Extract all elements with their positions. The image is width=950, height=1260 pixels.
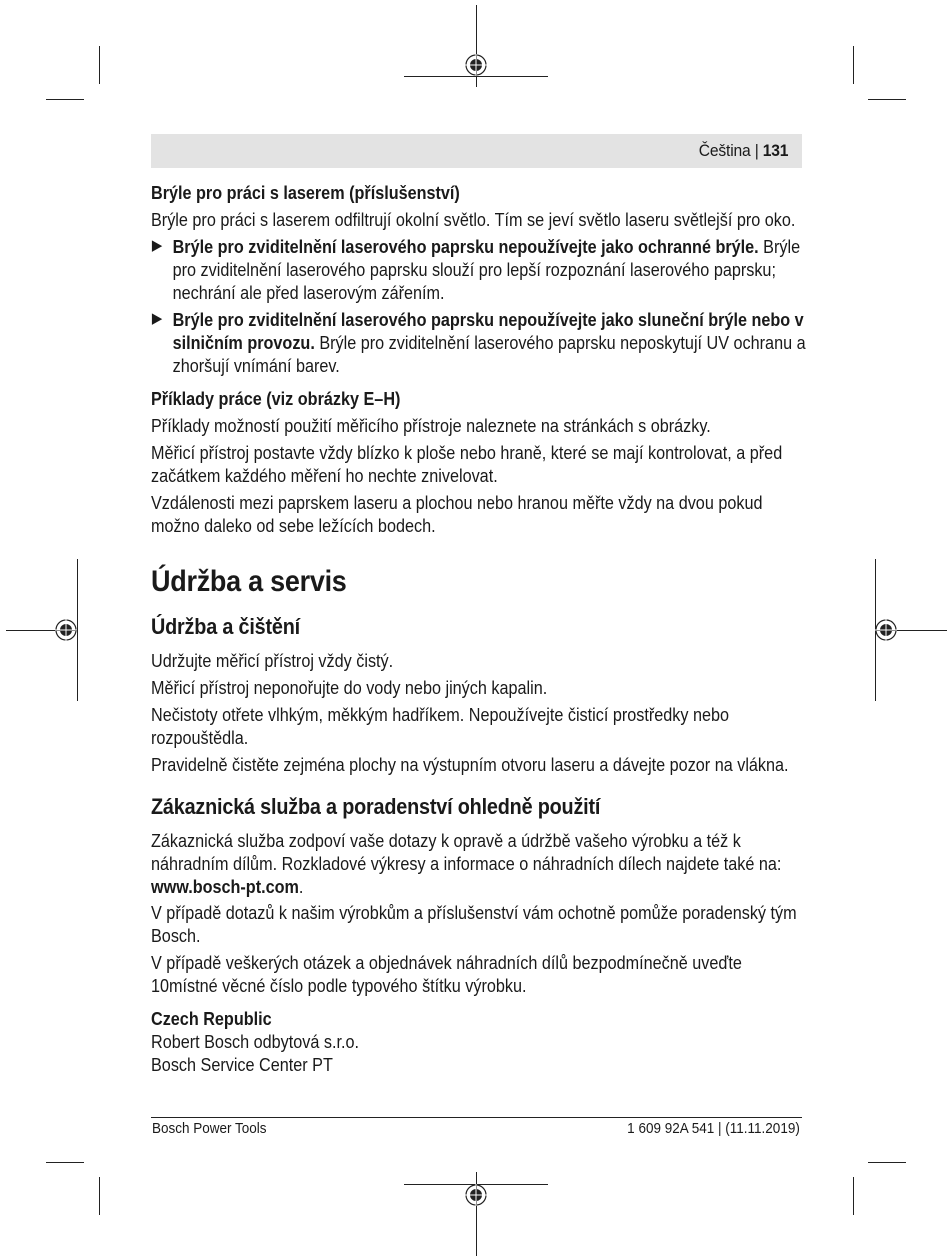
header-label bbox=[698, 141, 788, 161]
bullet-item bbox=[151, 236, 811, 305]
laser-glasses-heading: Brýle pro práci s laserem (příslušenství) bbox=[151, 183, 460, 203]
cleaning-text-3: Nečistoty otřete vlhkým, měkkým hadříkem. Nepoužívejte čisticí prostředky nebo rozpouštědla. bbox=[151, 705, 730, 748]
crop-mark bbox=[46, 99, 84, 100]
crosshair-registration-icon bbox=[465, 1184, 487, 1206]
bullet-item bbox=[151, 309, 811, 378]
service-heading: Zákaznická služba a poradenství ohledně použití bbox=[151, 794, 601, 819]
examples-text-3: Vzdálenosti mezi paprskem laseru a plochou nebo hranou měřte vždy na dvou pokud možno daleko od sebe ležících bodech. bbox=[151, 493, 763, 536]
crop-mark bbox=[853, 46, 854, 84]
cleaning-text-2: Měřicí přístroj neponořujte do vody nebo jiných kapalin. bbox=[151, 678, 548, 698]
examples-text-1: Příklady možností použití měřicího přístroje naleznete na stránkách s obrázky. bbox=[151, 416, 711, 436]
crosshair-registration-icon bbox=[55, 619, 77, 641]
address-line-2: Bosch Service Center PT bbox=[151, 1055, 333, 1075]
cleaning-text-1: Udržujte měřicí přístroj vždy čistý. bbox=[151, 651, 394, 671]
bullet-text: Brýle pro zviditelnění laserového paprsku neposkytují UV ochranu a zhoršují vnímání barev. bbox=[172, 333, 806, 376]
laser-glasses-text: Brýle pro práci s laserem odfiltrují okolní světlo. Tím se jeví světlo laseru světlejší pro oko. bbox=[151, 210, 796, 230]
crop-mark bbox=[99, 1177, 100, 1215]
service-text-2: V případě dotazů k našim výrobkům a příslušenství vám ochotně pomůže poradenský tým Bosch. bbox=[151, 903, 797, 946]
header-separator: | bbox=[754, 141, 759, 160]
triangle-right-icon: ▶ bbox=[151, 310, 163, 327]
address-line-1: Robert Bosch odbytová s.r.o. bbox=[151, 1032, 360, 1052]
crop-mark bbox=[868, 99, 906, 100]
cleaning-heading: Údržba a čištění bbox=[151, 614, 300, 639]
triangle-right-icon: ▶ bbox=[151, 237, 163, 254]
registration-line bbox=[404, 76, 548, 77]
bullet-bold-text: Brýle pro zviditelnění laserového paprsku nepoužívejte jako sluneční brýle nebo v silničním provozu. bbox=[172, 310, 804, 353]
bullet-bold-text: Brýle pro zviditelnění laserového paprsku nepoužívejte jako ochranné brýle. bbox=[172, 237, 759, 257]
cleaning-text-4: Pravidelně čistěte zejména plochy na výstupním otvoru laseru a dávejte pozor na vlákna. bbox=[151, 755, 789, 775]
country-heading: Czech Republic bbox=[151, 1009, 272, 1029]
service-text-1 bbox=[151, 830, 811, 899]
bullet-text: Brýle pro zviditelnění laserového paprsku slouží pro lepší rozpoznání laserového paprsku; nechrání ale před laserovým zářením. bbox=[172, 237, 801, 303]
service-text-3: V případě veškerých otázek a objednávek náhradních dílů bezpodmínečně uveďte 10místné věcné číslo podle typového štítku výrobku. bbox=[151, 953, 742, 996]
page-content bbox=[151, 182, 811, 1077]
examples-text-2: Měřicí přístroj postavte vždy blízko k ploše nebo hraně, které se mají kontrolovat, a před začátkem každého měření ho nechte znivelovat. bbox=[151, 443, 783, 486]
crop-mark bbox=[46, 1162, 84, 1163]
crosshair-registration-icon bbox=[875, 619, 897, 641]
footer-doc-number: 1 609 92A 541 | (11.11.2019) bbox=[627, 1120, 800, 1137]
service-text-1-body: Zákaznická služba zodpoví vaše dotazy k opravě a údržbě vašeho výrobku a též k náhradním dílům. Rozkladové výkresy a informace o náhradních dílech najdete také na: bbox=[151, 831, 782, 874]
page-header bbox=[151, 134, 802, 168]
bosch-website-link[interactable]: www.bosch-pt.com bbox=[151, 877, 299, 897]
examples-heading: Příklady práce (viz obrázky E–H) bbox=[151, 389, 401, 409]
crop-mark bbox=[99, 46, 100, 84]
footer-brand: Bosch Power Tools bbox=[152, 1120, 267, 1137]
footer-divider bbox=[151, 1117, 802, 1118]
header-language: Čeština bbox=[698, 141, 751, 160]
maintenance-title: Údržba a servis bbox=[151, 565, 347, 598]
crosshair-registration-icon bbox=[465, 54, 487, 76]
crop-mark bbox=[868, 1162, 906, 1163]
page-number: 131 bbox=[762, 141, 788, 160]
link-suffix: . bbox=[298, 877, 304, 897]
crop-mark bbox=[853, 1177, 854, 1215]
